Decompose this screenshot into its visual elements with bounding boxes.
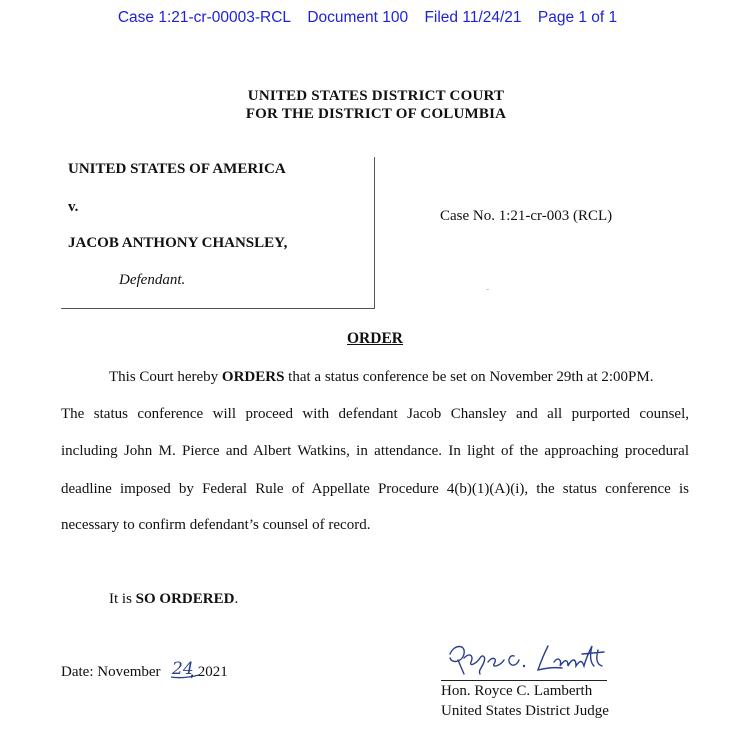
defendant-role: Defendant. — [119, 272, 186, 288]
versus-label: v. — [68, 199, 79, 215]
court-heading — [0, 87, 735, 123]
order-paragraph-line-2: The status conference will proceed with defendant Jacob Chansley and all purported counsel, — [61, 406, 689, 422]
order-paragraph-line-5: necessary to confirm defendant’s counsel of record. — [61, 517, 371, 533]
case-number: Case No. 1:21-cr-003 (RCL) — [440, 208, 613, 224]
handwritten-day: 24 — [172, 659, 194, 679]
so-ordered-emphasis: SO ORDERED — [135, 591, 235, 607]
case-number-stamp: Case 1:21-cr-00003-RCL — [117, 9, 292, 26]
court-district: FOR THE DISTRICT OF COLUMBIA — [245, 106, 507, 122]
date-label: Date: November — [61, 664, 165, 680]
plaintiff-name: UNITED STATES OF AMERICA — [68, 161, 286, 177]
so-ordered-line — [109, 591, 238, 608]
judge-title: United States District Judge — [441, 703, 609, 719]
handwritten-day-icon — [169, 656, 203, 682]
so-ordered-period: . — [234, 591, 239, 607]
order-paragraph-line-1 — [109, 369, 654, 386]
order-paragraph-line-3: including John M. Pierce and Albert Watkins, in attendance. In light of the approaching procedural — [61, 443, 689, 459]
ecf-header-stamp — [0, 9, 735, 27]
filed-date-stamp: Filed 11/24/21 — [424, 9, 522, 26]
so-ordered-intro: It is — [109, 591, 136, 607]
order-text-rest: that a status conference be set on November 29th at 2:00PM. — [284, 369, 654, 385]
judge-signature-icon — [444, 640, 614, 680]
order-text-intro: This Court hereby — [109, 369, 222, 385]
judge-name: Hon. Royce C. Lamberth — [441, 683, 593, 699]
document-number-stamp: Document 100 — [307, 9, 409, 26]
case-caption-box — [61, 157, 375, 309]
defendant-name: JACOB ANTHONY CHANSLEY, — [68, 235, 288, 251]
signature-line — [441, 680, 607, 681]
order-title: ORDER — [347, 330, 403, 347]
orders-emphasis: ORDERS — [221, 369, 285, 385]
scan-speck — [486, 289, 489, 290]
court-name: UNITED STATES DISTRICT COURT — [247, 88, 505, 104]
order-paragraph-line-4: deadline imposed by Federal Rule of Appellate Procedure 4(b)(1)(A)(i), the status conference is — [61, 481, 689, 497]
page-count-stamp: Page 1 of 1 — [537, 9, 618, 26]
date-year: , 2021 — [190, 664, 228, 680]
